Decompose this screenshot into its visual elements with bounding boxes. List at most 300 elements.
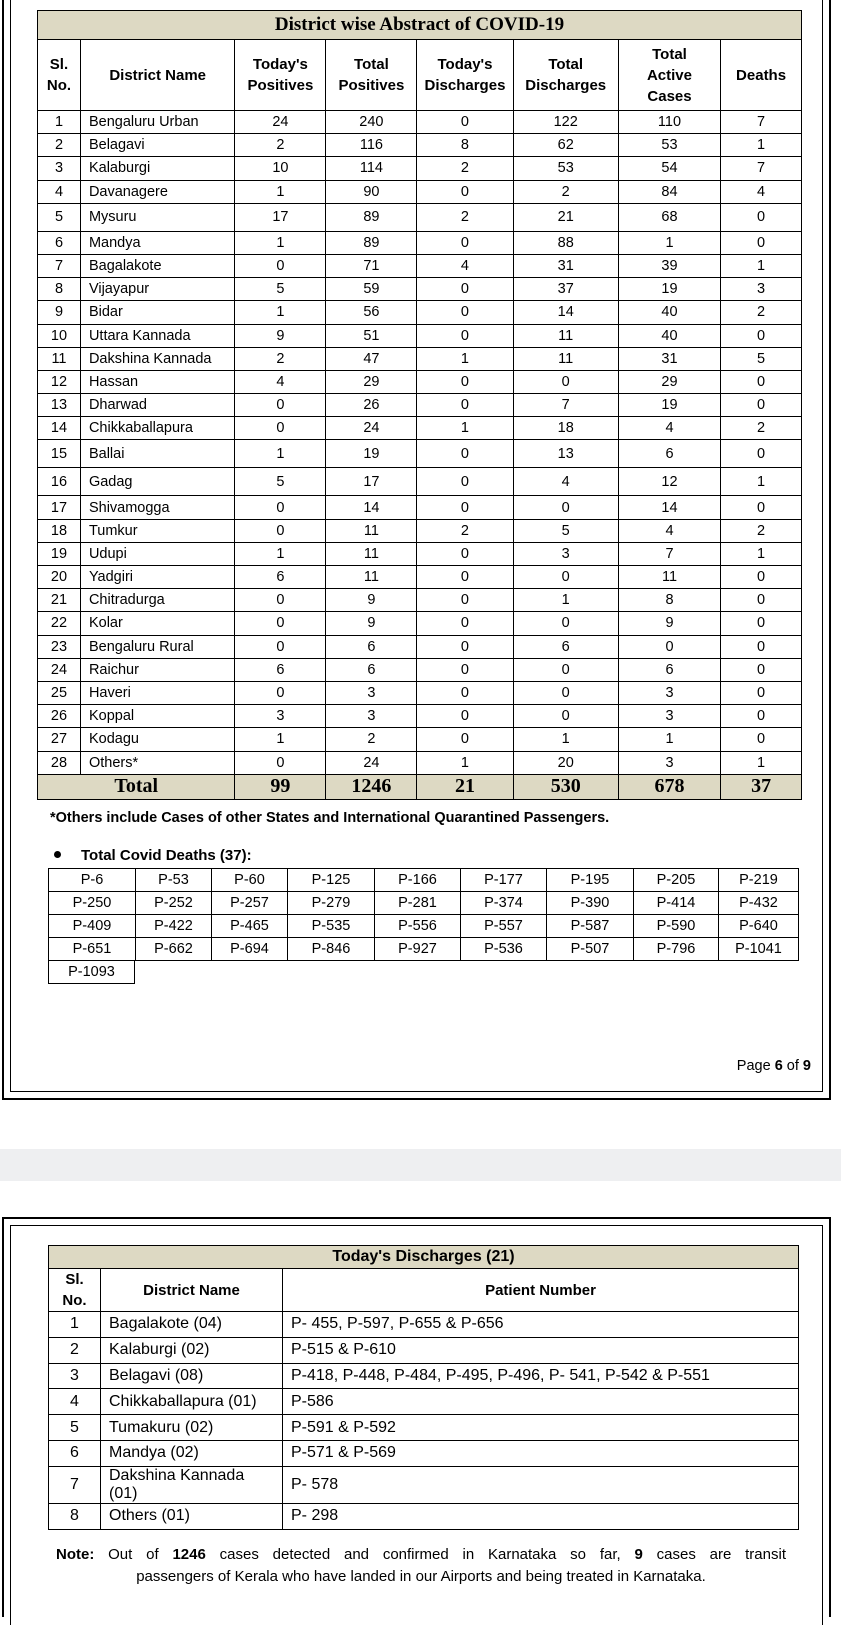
cell-sl-no: 7 xyxy=(38,254,81,277)
cell-deaths: 0 xyxy=(721,370,802,393)
cell-district-name: Tumakuru (02) xyxy=(101,1415,283,1441)
cell-sl-no: 27 xyxy=(38,728,81,751)
cell-todays-discharges: 0 xyxy=(417,658,513,681)
transit-note: Note: Out of 1246 cases detected and confirmed in Karnataka so far, 9 cases are transit passengers of Kerala who have landed in our Airports and being treated in Karnataka. xyxy=(56,1546,786,1585)
cell-active-cases: 53 xyxy=(618,134,720,157)
cell-district-name: Others* xyxy=(80,751,234,774)
cell-todays-discharges: 0 xyxy=(417,728,513,751)
cell-district-name: Kodagu xyxy=(80,728,234,751)
cell-sl-no: 9 xyxy=(38,301,81,324)
cell-todays-positives: 0 xyxy=(235,589,326,612)
cell-todays-positives: 1 xyxy=(235,180,326,203)
cell-deaths: 3 xyxy=(721,278,802,301)
cell-total-positives: 71 xyxy=(326,254,417,277)
cell-total-discharges: 1 xyxy=(513,728,618,751)
cell-deaths: 1 xyxy=(721,468,802,496)
cell-sl-no: 11 xyxy=(38,347,81,370)
cell-total-positives: 51 xyxy=(326,324,417,347)
district-row xyxy=(38,496,802,519)
cell-total-positives: 9 xyxy=(326,612,417,635)
district-row xyxy=(38,301,802,324)
district-row xyxy=(38,440,802,468)
cell-deaths: 0 xyxy=(721,231,802,254)
cell-total-discharges: 7 xyxy=(513,394,618,417)
death-patient-cell: P-422 xyxy=(136,915,212,938)
district-row xyxy=(38,203,802,231)
header-sl-no: Sl. No. xyxy=(49,1269,101,1312)
cell-total-discharges: 5 xyxy=(513,519,618,542)
cell-total-discharges: 53 xyxy=(513,157,618,180)
cell-todays-discharges: 8 xyxy=(417,134,513,157)
cell-sl-no: 14 xyxy=(38,417,81,440)
cell-todays-positives: 1 xyxy=(235,301,326,324)
cell-deaths: 1 xyxy=(721,751,802,774)
cell-sl-no: 7 xyxy=(49,1466,101,1503)
cell-deaths: 2 xyxy=(721,417,802,440)
cell-active-cases: 19 xyxy=(618,394,720,417)
cell-total-discharges: 11 xyxy=(513,347,618,370)
header-todays-discharges: Today's Discharges xyxy=(417,40,513,111)
cell-patient-numbers: P-586 xyxy=(283,1389,799,1415)
cell-total-discharges: 88 xyxy=(513,231,618,254)
page-gap xyxy=(0,1149,841,1181)
cell-total-positives: 26 xyxy=(326,394,417,417)
cell-todays-discharges: 1 xyxy=(417,751,513,774)
cell-deaths: 0 xyxy=(721,612,802,635)
cell-todays-positives: 5 xyxy=(235,278,326,301)
cell-deaths: 0 xyxy=(721,324,802,347)
cell-deaths: 1 xyxy=(721,134,802,157)
cell-active-cases: 29 xyxy=(618,370,720,393)
district-row xyxy=(38,751,802,774)
discharge-row xyxy=(49,1466,799,1503)
cell-todays-discharges: 0 xyxy=(417,589,513,612)
cell-todays-discharges: 0 xyxy=(417,394,513,417)
cell-todays-discharges: 2 xyxy=(417,519,513,542)
district-row xyxy=(38,468,802,496)
cell-deaths: 7 xyxy=(721,157,802,180)
cell-district-name: Belagavi xyxy=(80,134,234,157)
cell-district-name: Mysuru xyxy=(80,203,234,231)
cell-district-name: Mandya xyxy=(80,231,234,254)
others-footnote: *Others include Cases of other States and International Quarantined Passengers. xyxy=(50,810,610,826)
cell-patient-numbers: P-591 & P-592 xyxy=(283,1415,799,1441)
cell-total-discharges: 13 xyxy=(513,440,618,468)
cell-district-name: Others (01) xyxy=(101,1503,283,1529)
cell-sl-no: 18 xyxy=(38,519,81,542)
cell-district-name: Shivamogga xyxy=(80,496,234,519)
cell-district-name: Bidar xyxy=(80,301,234,324)
cell-deaths: 0 xyxy=(721,394,802,417)
cell-todays-positives: 2 xyxy=(235,134,326,157)
cell-district-name: Kalaburgi (02) xyxy=(101,1337,283,1363)
cell-total-positives: 6 xyxy=(326,635,417,658)
cell-total-discharges: 0 xyxy=(513,681,618,704)
cell-patient-numbers: P-515 & P-610 xyxy=(283,1337,799,1363)
cell-total-positives: 114 xyxy=(326,157,417,180)
death-patient-cell: P-60 xyxy=(212,869,288,892)
district-row xyxy=(38,635,802,658)
cell-total-positives: 11 xyxy=(326,566,417,589)
district-row xyxy=(38,728,802,751)
cell-todays-discharges: 0 xyxy=(417,278,513,301)
cell-todays-discharges: 0 xyxy=(417,324,513,347)
district-table-header xyxy=(38,40,802,111)
cell-district-name: Bengaluru Urban xyxy=(80,111,234,134)
cell-deaths: 1 xyxy=(721,254,802,277)
cell-active-cases: 11 xyxy=(618,566,720,589)
cell-district-name: Ballai xyxy=(80,440,234,468)
cell-total-discharges: 18 xyxy=(513,417,618,440)
district-row xyxy=(38,681,802,704)
cell-todays-positives: 3 xyxy=(235,705,326,728)
cell-todays-discharges: 0 xyxy=(417,370,513,393)
cell-deaths: 0 xyxy=(721,440,802,468)
district-row xyxy=(38,324,802,347)
cell-district-name: Bagalakote (04) xyxy=(101,1312,283,1338)
district-row xyxy=(38,519,802,542)
cell-sl-no: 3 xyxy=(38,157,81,180)
cell-sl-no: 25 xyxy=(38,681,81,704)
cell-total-discharges: 62 xyxy=(513,134,618,157)
district-row xyxy=(38,705,802,728)
cell-active-cases: 3 xyxy=(618,705,720,728)
cell-total-positives: 89 xyxy=(326,231,417,254)
header-total-discharges: Total Discharges xyxy=(513,40,618,111)
cell-district-name: Haveri xyxy=(80,681,234,704)
cell-todays-discharges: 0 xyxy=(417,231,513,254)
cell-total-discharges: 0 xyxy=(513,566,618,589)
district-row xyxy=(38,566,802,589)
cell-deaths: 2 xyxy=(721,301,802,324)
cell-total-discharges: 20 xyxy=(513,751,618,774)
district-row xyxy=(38,612,802,635)
district-row xyxy=(38,347,802,370)
district-row xyxy=(38,254,802,277)
header-todays-positives: Today's Positives xyxy=(235,40,326,111)
cell-sl-no: 17 xyxy=(38,496,81,519)
cell-todays-discharges: 0 xyxy=(417,468,513,496)
cell-active-cases: 12 xyxy=(618,468,720,496)
cell-district-name: Raichur xyxy=(80,658,234,681)
death-patient-cell: P-53 xyxy=(136,869,212,892)
cell-total-positives: 3 xyxy=(326,705,417,728)
cell-sl-no: 1 xyxy=(49,1312,101,1338)
cell-district-name: Yadgiri xyxy=(80,566,234,589)
cell-todays-discharges: 1 xyxy=(417,417,513,440)
cell-total-positives: 11 xyxy=(326,542,417,565)
cell-todays-positives: 1 xyxy=(235,728,326,751)
discharge-row xyxy=(49,1363,799,1389)
cell-todays-positives: 0 xyxy=(235,394,326,417)
cell-deaths: 2 xyxy=(721,519,802,542)
header-district-name: District Name xyxy=(101,1269,283,1312)
cell-deaths: 0 xyxy=(721,705,802,728)
cell-deaths: 0 xyxy=(721,203,802,231)
cell-sl-no: 4 xyxy=(38,180,81,203)
cell-deaths: 5 xyxy=(721,347,802,370)
cell-deaths: 0 xyxy=(721,566,802,589)
death-patient-cell: P-465 xyxy=(212,915,288,938)
total-total-discharges: 530 xyxy=(513,774,618,799)
cell-todays-positives: 17 xyxy=(235,203,326,231)
cell-todays-positives: 1 xyxy=(235,231,326,254)
death-patients-table xyxy=(48,868,799,961)
district-row xyxy=(38,180,802,203)
death-patient-cell: P-279 xyxy=(288,892,375,915)
cell-total-discharges: 0 xyxy=(513,370,618,393)
cell-district-name: Gadag xyxy=(80,468,234,496)
cell-active-cases: 9 xyxy=(618,612,720,635)
cell-district-name: Vijayapur xyxy=(80,278,234,301)
cell-active-cases: 8 xyxy=(618,589,720,612)
district-row xyxy=(38,370,802,393)
cell-sl-no: 3 xyxy=(49,1363,101,1389)
death-patient-cell: P-1093 xyxy=(49,961,135,984)
cell-active-cases: 4 xyxy=(618,417,720,440)
district-row xyxy=(38,278,802,301)
total-todays-discharges: 21 xyxy=(417,774,513,799)
death-patient-cell: P-846 xyxy=(288,938,375,961)
cell-active-cases: 40 xyxy=(618,301,720,324)
cell-sl-no: 26 xyxy=(38,705,81,728)
cell-district-name: Dakshina Kannada (01) xyxy=(101,1466,283,1503)
cell-todays-discharges: 0 xyxy=(417,612,513,635)
cell-deaths: 0 xyxy=(721,496,802,519)
cell-active-cases: 0 xyxy=(618,635,720,658)
cell-total-positives: 56 xyxy=(326,301,417,324)
cell-deaths: 0 xyxy=(721,658,802,681)
cell-deaths: 0 xyxy=(721,589,802,612)
cell-district-name: Chitradurga xyxy=(80,589,234,612)
cell-sl-no: 28 xyxy=(38,751,81,774)
cell-todays-discharges: 0 xyxy=(417,566,513,589)
cell-sl-no: 5 xyxy=(38,203,81,231)
cell-todays-positives: 0 xyxy=(235,254,326,277)
cell-total-discharges: 14 xyxy=(513,301,618,324)
cell-district-name: Koppal xyxy=(80,705,234,728)
cell-total-positives: 24 xyxy=(326,417,417,440)
cell-active-cases: 68 xyxy=(618,203,720,231)
cell-total-discharges: 21 xyxy=(513,203,618,231)
cell-todays-discharges: 0 xyxy=(417,635,513,658)
death-patient-cell: P-125 xyxy=(288,869,375,892)
cell-todays-discharges: 0 xyxy=(417,111,513,134)
cell-sl-no: 8 xyxy=(49,1503,101,1529)
death-patient-cell: P-557 xyxy=(461,915,547,938)
district-row xyxy=(38,417,802,440)
cell-todays-positives: 0 xyxy=(235,681,326,704)
district-row xyxy=(38,394,802,417)
death-patient-cell: P-195 xyxy=(547,869,634,892)
district-row xyxy=(38,589,802,612)
district-row xyxy=(38,658,802,681)
death-patient-cell: P-587 xyxy=(547,915,634,938)
header-patient-number: Patient Number xyxy=(283,1269,799,1312)
district-row xyxy=(38,231,802,254)
total-label: Total xyxy=(38,774,235,799)
death-patient-cell: P-252 xyxy=(136,892,212,915)
death-patient-cell: P-1041 xyxy=(719,938,799,961)
cell-total-discharges: 0 xyxy=(513,658,618,681)
cell-patient-numbers: P-571 & P-569 xyxy=(283,1440,799,1466)
death-patient-cell: P-219 xyxy=(719,869,799,892)
cell-sl-no: 1 xyxy=(38,111,81,134)
discharge-row xyxy=(49,1312,799,1338)
cell-district-name: Uttara Kannada xyxy=(80,324,234,347)
cell-total-positives: 19 xyxy=(326,440,417,468)
cell-total-positives: 9 xyxy=(326,589,417,612)
death-patient-cell: P-205 xyxy=(634,869,719,892)
cell-total-discharges: 3 xyxy=(513,542,618,565)
death-patient-cell: P-374 xyxy=(461,892,547,915)
cell-todays-positives: 10 xyxy=(235,157,326,180)
death-patient-cell: P-166 xyxy=(375,869,461,892)
cell-todays-positives: 9 xyxy=(235,324,326,347)
cell-active-cases: 3 xyxy=(618,751,720,774)
cell-district-name: Kolar xyxy=(80,612,234,635)
cell-sl-no: 22 xyxy=(38,612,81,635)
cell-sl-no: 4 xyxy=(49,1389,101,1415)
cell-deaths: 7 xyxy=(721,111,802,134)
death-patients-row xyxy=(49,938,799,961)
discharge-row xyxy=(49,1440,799,1466)
cell-total-discharges: 4 xyxy=(513,468,618,496)
cell-deaths: 0 xyxy=(721,681,802,704)
death-patient-cell: P-432 xyxy=(719,892,799,915)
district-table-title: District wise Abstract of COVID-19 xyxy=(38,11,802,40)
header-sl-no: Sl. No. xyxy=(38,40,81,111)
cell-active-cases: 6 xyxy=(618,658,720,681)
cell-total-positives: 24 xyxy=(326,751,417,774)
cell-deaths: 0 xyxy=(721,635,802,658)
total-active-cases: 678 xyxy=(618,774,720,799)
cell-todays-positives: 24 xyxy=(235,111,326,134)
cell-district-name: Udupi xyxy=(80,542,234,565)
cell-active-cases: 3 xyxy=(618,681,720,704)
death-patient-cell: P-390 xyxy=(547,892,634,915)
cell-todays-discharges: 0 xyxy=(417,542,513,565)
cell-sl-no: 12 xyxy=(38,370,81,393)
cell-patient-numbers: P- 298 xyxy=(283,1503,799,1529)
district-row xyxy=(38,542,802,565)
cell-total-positives: 240 xyxy=(326,111,417,134)
todays-discharges-table xyxy=(48,1245,799,1530)
cell-total-positives: 17 xyxy=(326,468,417,496)
death-patient-cell: P-409 xyxy=(49,915,136,938)
cell-sl-no: 2 xyxy=(38,134,81,157)
cell-total-positives: 14 xyxy=(326,496,417,519)
cell-total-discharges: 0 xyxy=(513,705,618,728)
discharge-row xyxy=(49,1389,799,1415)
cell-sl-no: 16 xyxy=(38,468,81,496)
cell-total-positives: 3 xyxy=(326,681,417,704)
cell-total-discharges: 1 xyxy=(513,589,618,612)
cell-total-discharges: 0 xyxy=(513,496,618,519)
cell-todays-positives: 6 xyxy=(235,566,326,589)
cell-todays-discharges: 0 xyxy=(417,301,513,324)
death-patient-cell: P-927 xyxy=(375,938,461,961)
cell-todays-positives: 0 xyxy=(235,751,326,774)
death-patient-cell: P-536 xyxy=(461,938,547,961)
cell-todays-discharges: 1 xyxy=(417,347,513,370)
header-district-name: District Name xyxy=(80,40,234,111)
cell-active-cases: 4 xyxy=(618,519,720,542)
header-total-active-cases: Total Active Cases xyxy=(618,40,720,111)
death-patients-row xyxy=(49,915,799,938)
cell-total-discharges: 122 xyxy=(513,111,618,134)
cell-total-positives: 90 xyxy=(326,180,417,203)
cell-deaths: 1 xyxy=(721,542,802,565)
cell-todays-positives: 0 xyxy=(235,635,326,658)
cell-todays-discharges: 2 xyxy=(417,203,513,231)
cell-sl-no: 19 xyxy=(38,542,81,565)
cell-active-cases: 54 xyxy=(618,157,720,180)
cell-todays-positives: 5 xyxy=(235,468,326,496)
cell-todays-positives: 2 xyxy=(235,347,326,370)
cell-active-cases: 84 xyxy=(618,180,720,203)
cell-todays-positives: 0 xyxy=(235,519,326,542)
cell-total-positives: 116 xyxy=(326,134,417,157)
cell-todays-discharges: 0 xyxy=(417,440,513,468)
cell-sl-no: 10 xyxy=(38,324,81,347)
total-deaths: 37 xyxy=(721,774,802,799)
cell-sl-no: 5 xyxy=(49,1415,101,1441)
bullet-icon xyxy=(54,851,61,858)
cell-district-name: Dharwad xyxy=(80,394,234,417)
death-patient-cell: P-694 xyxy=(212,938,288,961)
death-patients-row xyxy=(49,869,799,892)
cell-sl-no: 21 xyxy=(38,589,81,612)
death-patient-cell: P-414 xyxy=(634,892,719,915)
cell-district-name: Hassan xyxy=(80,370,234,393)
page-number: Page 6 of 9 xyxy=(736,1058,811,1074)
cell-district-name: Chikkaballapura (01) xyxy=(101,1389,283,1415)
cell-district-name: Bengaluru Rural xyxy=(80,635,234,658)
cell-sl-no: 6 xyxy=(49,1440,101,1466)
cell-sl-no: 6 xyxy=(38,231,81,254)
cell-total-positives: 2 xyxy=(326,728,417,751)
cell-active-cases: 110 xyxy=(618,111,720,134)
total-total-positives: 1246 xyxy=(326,774,417,799)
cell-todays-positives: 0 xyxy=(235,417,326,440)
cell-active-cases: 1 xyxy=(618,231,720,254)
cell-todays-positives: 6 xyxy=(235,658,326,681)
cell-active-cases: 39 xyxy=(618,254,720,277)
cell-sl-no: 15 xyxy=(38,440,81,468)
cell-todays-positives: 1 xyxy=(235,440,326,468)
district-abstract-table xyxy=(37,10,802,800)
cell-total-discharges: 2 xyxy=(513,180,618,203)
cell-active-cases: 14 xyxy=(618,496,720,519)
cell-total-discharges: 37 xyxy=(513,278,618,301)
cell-todays-positives: 0 xyxy=(235,612,326,635)
district-row xyxy=(38,111,802,134)
cell-active-cases: 19 xyxy=(618,278,720,301)
deaths-heading: Total Covid Deaths (37): xyxy=(54,847,252,864)
cell-total-positives: 59 xyxy=(326,278,417,301)
death-patient-cell: P-281 xyxy=(375,892,461,915)
cell-district-name: Tumkur xyxy=(80,519,234,542)
cell-deaths: 4 xyxy=(721,180,802,203)
death-patient-cell: P-6 xyxy=(49,869,136,892)
cell-total-positives: 11 xyxy=(326,519,417,542)
death-patient-cell: P-796 xyxy=(634,938,719,961)
cell-active-cases: 40 xyxy=(618,324,720,347)
death-patient-cell: P-535 xyxy=(288,915,375,938)
cell-sl-no: 20 xyxy=(38,566,81,589)
cell-total-positives: 47 xyxy=(326,347,417,370)
